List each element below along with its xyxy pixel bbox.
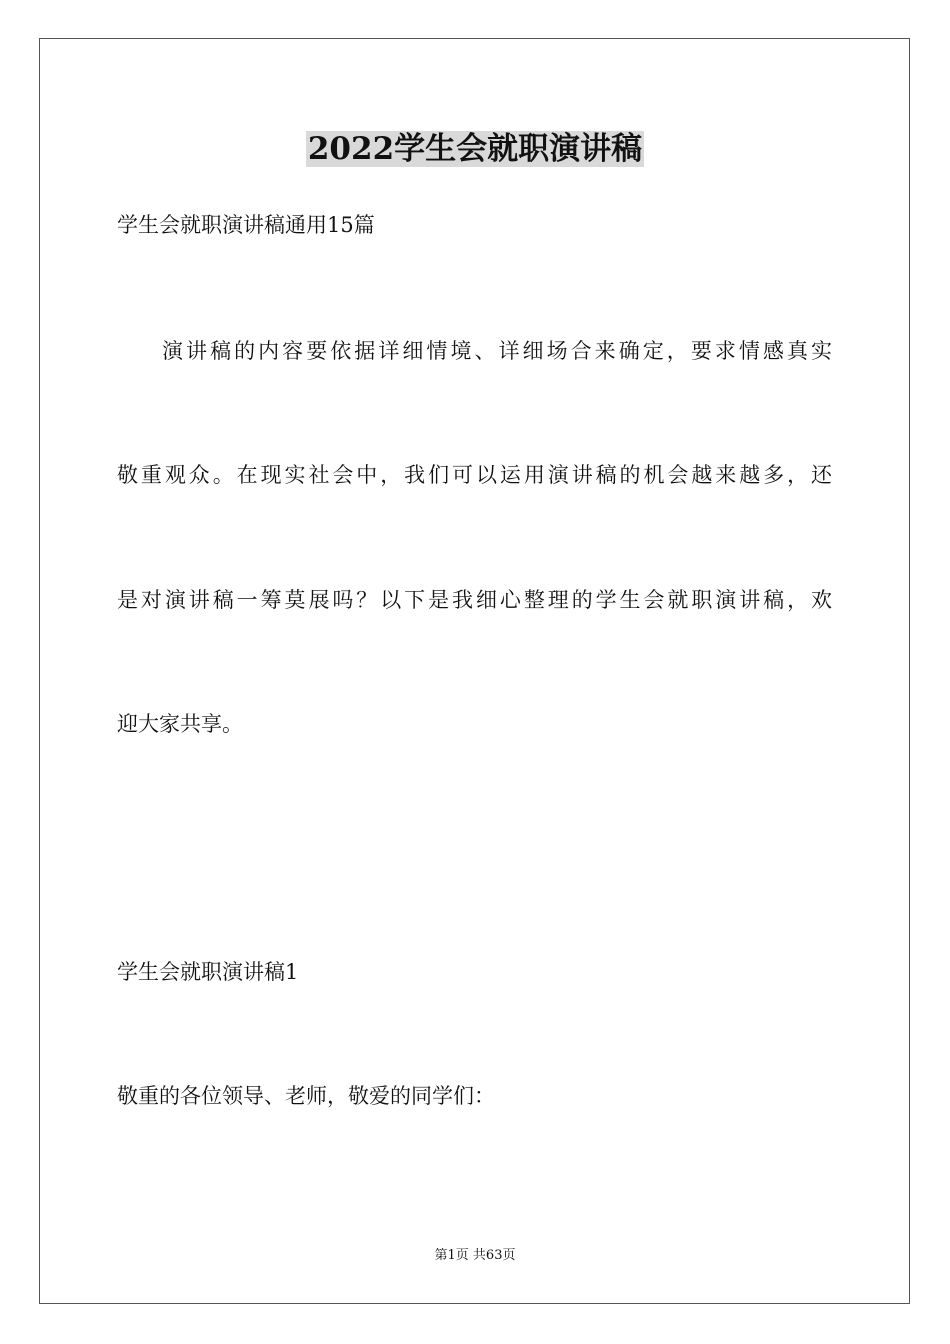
- document-subtitle: 学生会就职演讲稿通用15篇: [117, 213, 375, 237]
- document-title: [0, 128, 950, 170]
- intro-paragraph-line: 是对演讲稿一筹莫展吗？以下是我细心整理的学生会就职演讲稿，欢: [117, 588, 832, 612]
- intro-paragraph-line: 敬重观众。在现实社会中，我们可以运用演讲稿的机会越来越多，还: [117, 463, 832, 487]
- section-heading: 学生会就职演讲稿1: [117, 960, 299, 984]
- intro-paragraph-line: 演讲稿的内容要依据详细情境、详细场合来确定，要求情感真实: [162, 339, 832, 363]
- intro-paragraph-line: 迎大家共享。: [117, 712, 243, 736]
- page-number-footer: 第1页 共63页: [434, 1248, 516, 1263]
- document-title-text: 2022学生会就职演讲稿: [307, 131, 643, 167]
- salutation-line: 敬重的各位领导、老师，敬爱的同学们：: [117, 1084, 495, 1108]
